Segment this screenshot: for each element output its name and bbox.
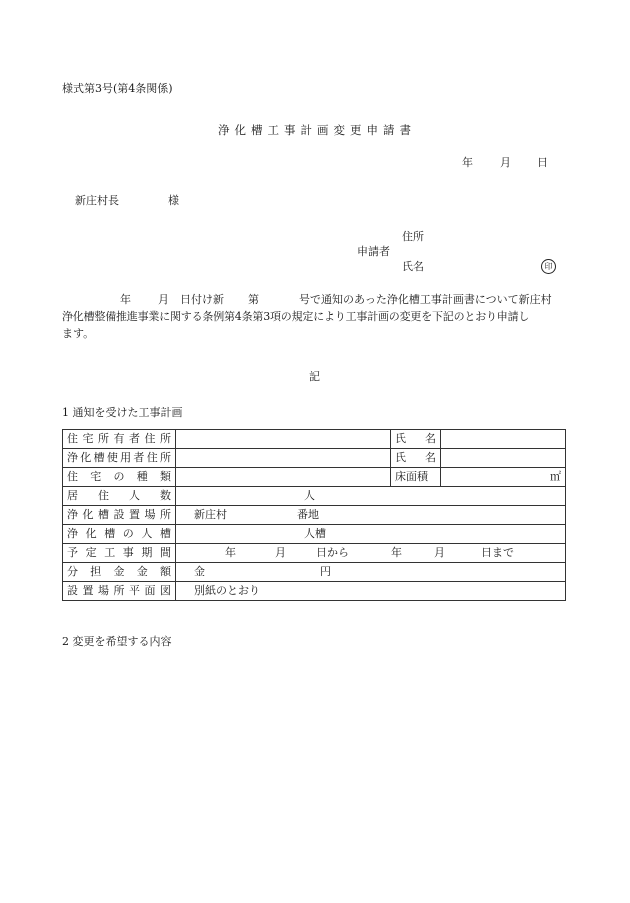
user-name-label: 氏名 bbox=[391, 449, 441, 468]
document-title: 浄化槽工事計画変更申請書 bbox=[218, 123, 416, 137]
install-place-field[interactable] bbox=[176, 506, 566, 525]
section-2-heading: 2 変更を希望する内容 bbox=[62, 635, 172, 648]
period-field[interactable]: 年 月 日から 年 月 日まで bbox=[176, 544, 566, 563]
house-type-field[interactable] bbox=[176, 468, 391, 487]
table-row bbox=[63, 582, 566, 601]
capacity-unit: 人槽 bbox=[304, 527, 326, 540]
plan-map-field[interactable] bbox=[176, 582, 566, 601]
share-prefix: 金 bbox=[194, 565, 205, 578]
table-row bbox=[63, 487, 566, 506]
capacity-label: 浄化槽の人槽 bbox=[63, 525, 176, 544]
seal-icon: 印 bbox=[541, 259, 556, 274]
date-month: 月 bbox=[500, 156, 511, 169]
date-day: 日 bbox=[537, 156, 548, 169]
period-label: 予定工事期間 bbox=[63, 544, 176, 563]
capacity-field[interactable] bbox=[176, 525, 566, 544]
table-row bbox=[63, 468, 566, 487]
body-line-2: 浄化槽整備推進事業に関する条例第4条第3項の規定により工事計画の変更を下記のとおり申請し bbox=[62, 310, 530, 323]
house-type-label: 住宅の種類 bbox=[63, 468, 176, 487]
floor-area-label: 床面積 bbox=[391, 468, 441, 487]
share-amount-field[interactable] bbox=[176, 563, 566, 582]
install-banchi: 番地 bbox=[297, 508, 319, 521]
ki-heading: 記 bbox=[309, 370, 320, 383]
residents-unit: 人 bbox=[304, 489, 315, 502]
plan-map-value: 別紙のとおり bbox=[194, 584, 260, 597]
owner-address-label: 住宅所有者住所 bbox=[63, 430, 176, 449]
residents-label: 居住人数 bbox=[63, 487, 176, 506]
table-row bbox=[63, 449, 566, 468]
section-1-heading: 1 通知を受けた工事計画 bbox=[62, 406, 183, 419]
body-paragraph bbox=[62, 291, 572, 342]
plan-map-label: 設置場所平面図 bbox=[63, 582, 176, 601]
user-address-field[interactable] bbox=[176, 449, 391, 468]
table-row bbox=[63, 506, 566, 525]
table-row bbox=[63, 563, 566, 582]
table-row bbox=[63, 544, 566, 563]
share-unit: 円 bbox=[320, 565, 331, 578]
table-row bbox=[63, 525, 566, 544]
form-id: 様式第3号(第4条関係) bbox=[62, 82, 173, 95]
body-line-1: 年 月 日付け新 第 号で通知のあった浄化槽工事計画書について新庄村 bbox=[120, 293, 552, 306]
table-row bbox=[63, 430, 566, 449]
owner-name-label: 氏名 bbox=[391, 430, 441, 449]
addressee-name: 新庄村長 bbox=[75, 194, 119, 207]
share-amount-label: 分担金金額 bbox=[63, 563, 176, 582]
owner-name-field[interactable] bbox=[441, 430, 566, 449]
owner-address-field[interactable] bbox=[176, 430, 391, 449]
applicant-address-label: 住所 bbox=[402, 230, 424, 243]
install-village: 新庄村 bbox=[194, 508, 227, 521]
applicant-name-label: 氏名 bbox=[402, 260, 424, 273]
user-address-label: 浄化槽使用者住所 bbox=[63, 449, 176, 468]
date-year: 年 bbox=[462, 156, 473, 169]
user-name-field[interactable] bbox=[441, 449, 566, 468]
plan-table bbox=[62, 429, 566, 601]
applicant-label: 申請者 bbox=[357, 245, 390, 258]
area-unit: ㎡ bbox=[550, 470, 561, 483]
floor-area-field[interactable] bbox=[441, 468, 566, 487]
residents-field[interactable] bbox=[176, 487, 566, 506]
addressee-honorific: 様 bbox=[168, 194, 179, 207]
seal-mark bbox=[541, 259, 556, 274]
install-place-label: 浄化槽設置場所 bbox=[63, 506, 176, 525]
body-line-3: ます。 bbox=[62, 327, 95, 340]
